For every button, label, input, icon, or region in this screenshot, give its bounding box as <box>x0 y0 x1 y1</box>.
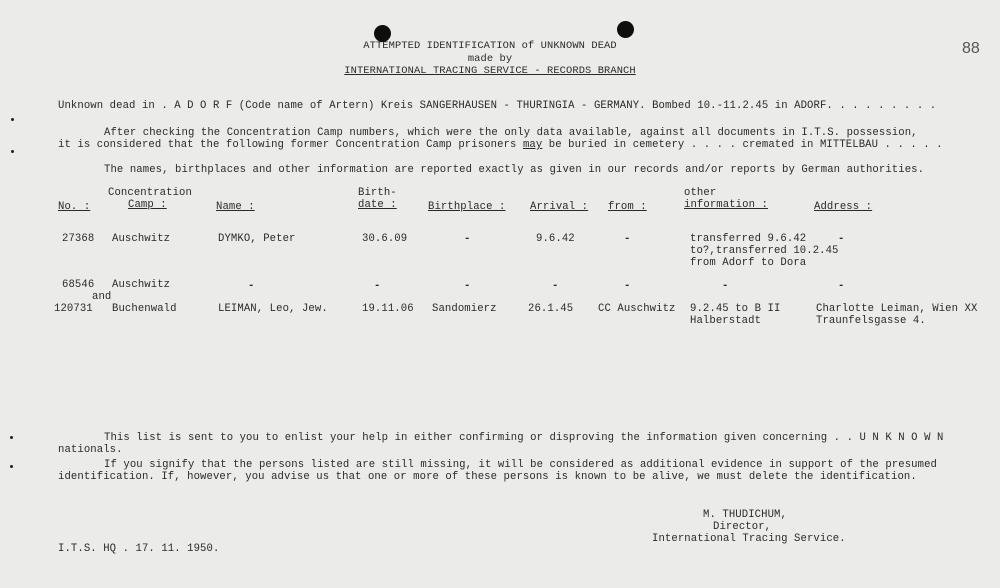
header-title: ATTEMPTED IDENTIFICATION of UNKNOWN DEAD <box>363 40 617 52</box>
col-header-other-top: other <box>684 187 717 199</box>
margin-mark-icon <box>10 465 13 468</box>
col-header-other: information : <box>684 199 768 211</box>
header-made-by: made by <box>467 53 513 65</box>
cell-birthplace: Sandomierz <box>432 303 497 315</box>
intro-para1-line2 <box>58 139 943 151</box>
cell-birthplace: - <box>464 233 471 245</box>
intro-para1-may: may <box>522 139 543 151</box>
cell-other-2: to?,transferred 10.2.45 <box>690 245 839 257</box>
cell-birthdate: 19.11.06 <box>362 303 414 315</box>
col-header-camp-top: Concentration <box>108 187 192 199</box>
cell-camp: Auschwitz <box>112 279 171 291</box>
cell-from: - <box>624 280 631 292</box>
col-header-birthdate: date : <box>358 199 397 211</box>
signer-name: M. THUDICHUM, <box>703 509 787 521</box>
cell-other-1: 9.2.45 to B II <box>690 303 781 315</box>
col-header-birthplace: Birthplace : <box>428 201 506 213</box>
footer-line1: This list is sent to you to enlist your help in either confirming or disproving the information given concerning . . U N K N O W N <box>104 432 944 444</box>
cell-arrival: 26.1.45 <box>528 303 574 315</box>
cell-other-2: Halberstadt <box>690 315 762 327</box>
cell-birthdate: - <box>374 280 381 292</box>
punch-hole-right-icon <box>617 21 634 38</box>
intro-para2: The names, birthplaces and other information are reported exactly as given in our records and/or reports by German authorities. <box>104 164 925 176</box>
footer-line4: identification. If, however, you advise us that one or more of these persons is known to be alive, we must delete the identification. <box>58 471 917 483</box>
page-number: 88 <box>962 40 980 57</box>
cell-arrival: 9.6.42 <box>536 233 575 245</box>
cell-no: 68546 <box>62 279 95 291</box>
cell-camp: Auschwitz <box>112 233 171 245</box>
footer-line3: If you signify that the persons listed are still missing, it will be considered as additional evidence in support of the presumed <box>104 459 937 471</box>
col-header-birth-top: Birth- <box>358 187 397 199</box>
col-header-from: from : <box>608 201 647 213</box>
intro-para1-text-a: it is considered that the following former Concentration Camp prisoners <box>58 139 523 151</box>
cell-arrival: - <box>552 280 559 292</box>
cell-name: LEIMAN, Leo, Jew. <box>218 303 328 315</box>
cell-other-1: transferred 9.6.42 <box>690 233 807 245</box>
cell-other-3: from Adorf to Dora <box>690 257 807 269</box>
cell-name: - <box>248 280 255 292</box>
hq-date: I.T.S. HQ . 17. 11. 1950. <box>58 543 220 555</box>
signer-title: Director, <box>713 521 772 533</box>
col-header-arrival: Arrival : <box>530 201 589 213</box>
cell-address: - <box>838 233 845 245</box>
margin-mark-icon <box>10 436 13 439</box>
cell-birthdate: 30.6.09 <box>362 233 408 245</box>
margin-mark-icon <box>11 118 14 121</box>
and-label: and <box>92 291 112 303</box>
col-header-no: No. : <box>58 201 91 213</box>
col-header-camp: Camp : <box>128 199 167 211</box>
cell-name: DYMKO, Peter <box>218 233 296 245</box>
signer-org: International Tracing Service. <box>652 533 846 545</box>
unknown-dead-line: Unknown dead in . A D O R F (Code name of Artern) Kreis SANGERHAUSEN - THURINGIA - GERMANY. Bombed 10.-11.2.45 in ADORF. . . . . . . . . <box>58 100 937 112</box>
cell-other: - <box>722 280 729 292</box>
cell-no: 27368 <box>62 233 95 245</box>
cell-no: 120731 <box>54 303 93 315</box>
cell-from: CC Auschwitz <box>598 303 676 315</box>
cell-from: - <box>624 233 631 245</box>
cell-camp: Buchenwald <box>112 303 177 315</box>
intro-para1-text-b: be buried in cemetery . . . . cremated in MITTELBAU . . . . . <box>542 139 943 151</box>
intro-para1-line1: After checking the Concentration Camp numbers, which were the only data available, against all documents in I.T.S. possession, <box>104 127 918 139</box>
footer-line2: nationals. <box>58 444 123 456</box>
col-header-address: Address : <box>814 201 873 213</box>
cell-birthplace: - <box>464 280 471 292</box>
margin-mark-icon <box>11 150 14 153</box>
cell-address-2: Traunfelsgasse 4. <box>816 315 926 327</box>
cell-address-1: Charlotte Leiman, Wien XX <box>816 303 978 315</box>
header-org: INTERNATIONAL TRACING SERVICE - RECORDS BRANCH <box>344 65 636 77</box>
col-header-name: Name : <box>216 201 255 213</box>
cell-address: - <box>838 280 845 292</box>
